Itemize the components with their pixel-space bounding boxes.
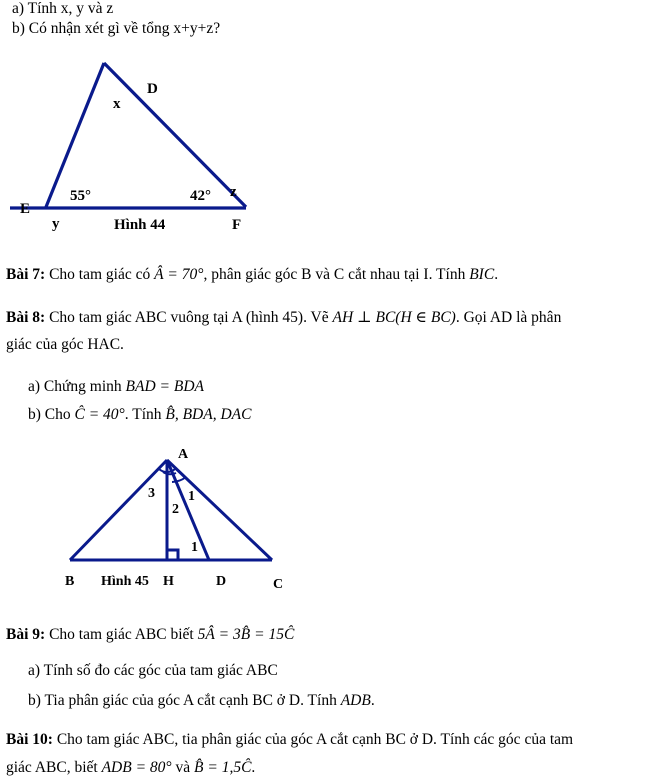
angle-E: 55°: [70, 188, 91, 204]
figure-44: [0, 55, 280, 245]
angle-2: 2: [172, 502, 179, 517]
bai9-b: b) Tia phân giác của góc A cắt cạnh BC ở D. Tính ADB.: [28, 692, 375, 709]
label-z: z: [230, 184, 237, 200]
label-D: D: [147, 81, 158, 97]
label-E: E: [20, 201, 31, 217]
fig44-caption: Hình 44: [114, 217, 166, 233]
bai7-angle-A: Â = 70°: [154, 266, 204, 283]
angle-1-D: 1: [191, 540, 198, 555]
angle-F: 42°: [190, 188, 211, 204]
triangle-def: [10, 63, 246, 208]
label-H: H: [163, 574, 174, 589]
bai10-label: Bài 10:: [6, 731, 53, 748]
bai9-a: a) Tính số đo các góc của tam giác ABC: [28, 662, 278, 679]
bai8-label: Bài 8:: [6, 309, 46, 326]
label-B: B: [65, 574, 75, 589]
fig45-caption: Hình 45: [101, 574, 149, 589]
bai9: Bài 9: Cho tam giác ABC biết 5Â = 3B̂ = 15Ĉ: [6, 626, 295, 643]
label-D: D: [216, 574, 227, 589]
angle-1-A: 1: [188, 489, 195, 504]
bai9-label: Bài 9:: [6, 626, 46, 643]
label-y: y: [52, 216, 60, 232]
bai8-b: b) Cho Ĉ = 40°. Tính B̂, BDA, DAC: [28, 406, 252, 423]
bai8-line2: giác của góc HAC.: [6, 336, 124, 353]
bai10: Bài 10: Cho tam giác ABC, tia phân giác của góc A cắt cạnh BC ở D. Tính các góc của tam: [6, 731, 574, 748]
item-a: a) Tính x, y và z: [12, 0, 114, 17]
label-F: F: [232, 217, 242, 233]
bai8: Bài 8: Cho tam giác ABC vuông tại A (hình 45). Vẽ AH ⊥ BC(H ∈ BC). Gọi AD là phân: [6, 309, 562, 326]
bai10-line2: giác ABC, biết ADB = 80° và B̂ = 1,5Ĉ.: [6, 759, 256, 776]
bai8-a: a) Chứng minh BAD = BDA: [28, 378, 204, 395]
label-C: C: [273, 577, 284, 592]
bai7-label: Bài 7:: [6, 266, 46, 283]
figure-45: [55, 440, 305, 595]
item-b: b) Có nhận xét gì về tổng x+y+z?: [12, 20, 221, 37]
angle-3: 3: [148, 486, 155, 501]
label-A: A: [178, 447, 189, 462]
bai7: Bài 7: Cho tam giác có Â = 70°, phân giác góc B và C cắt nhau tại I. Tính BIC.: [6, 266, 499, 283]
label-x: x: [113, 96, 121, 112]
